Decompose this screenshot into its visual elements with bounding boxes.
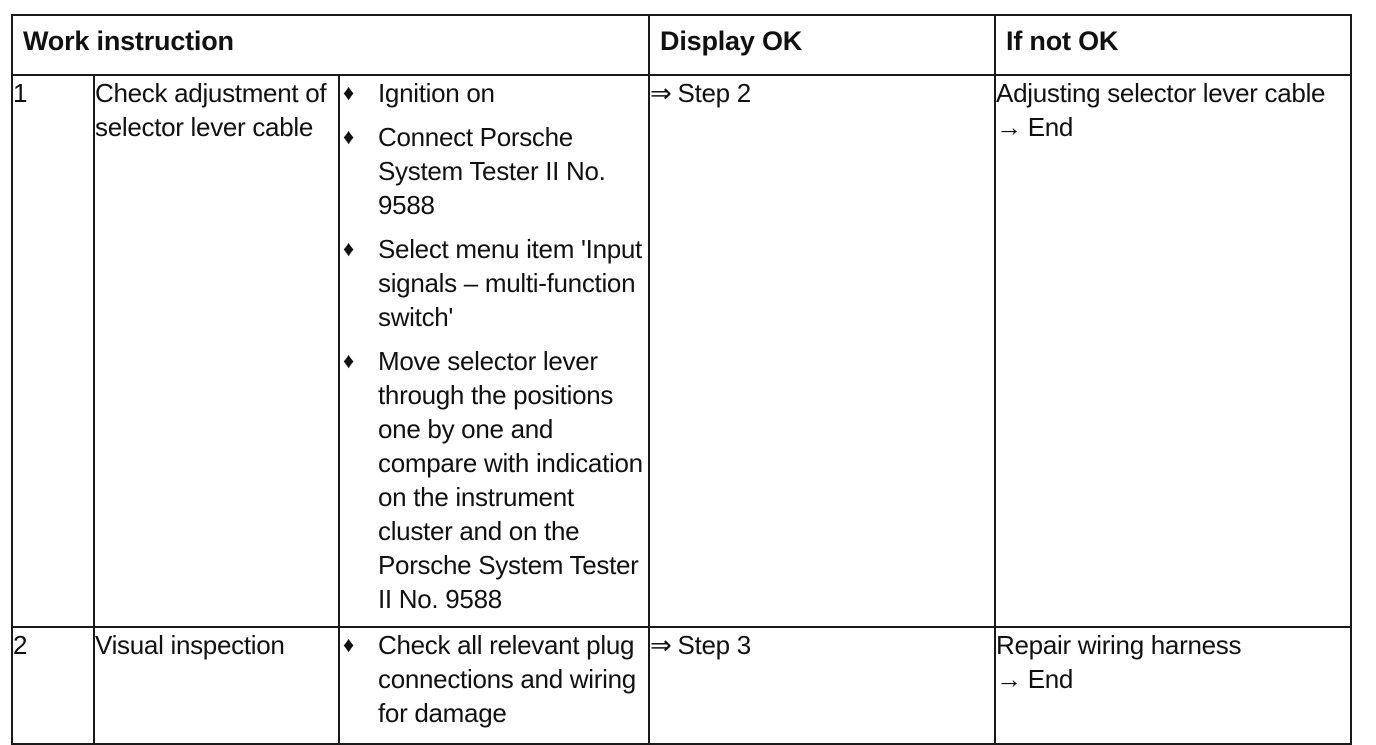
implies-arrow-icon: ⇒ <box>650 78 672 108</box>
table-row <box>12 627 1351 744</box>
implies-arrow-icon: ⇒ <box>650 630 672 660</box>
action-text: Check all relevant plug connections and wiring for damage <box>378 630 636 728</box>
step-title: Check adjustment of selector lever cable <box>94 75 339 627</box>
step-number: 2 <box>12 627 94 744</box>
display-ok-cell <box>649 75 995 627</box>
header-work-instruction: Work instruction <box>12 15 649 75</box>
display-ok-text: Step 3 <box>677 630 751 660</box>
header-if-not-ok: If not OK <box>995 15 1351 75</box>
right-arrow-icon: → <box>996 112 1022 142</box>
step-actions <box>339 627 649 744</box>
end-text: End <box>1027 112 1074 142</box>
if-not-ok-text: Repair wiring harness <box>996 630 1242 660</box>
list-item <box>340 120 648 222</box>
bullet-icon: ♦ <box>343 80 354 105</box>
action-text: Connect Porsche System Tester II No. 9588 <box>378 122 606 220</box>
list-item <box>340 344 648 616</box>
table-row <box>12 75 1351 627</box>
action-text: Select menu item 'Input signals – multi-function switch' <box>378 234 642 332</box>
display-ok-text: Step 2 <box>677 78 751 108</box>
if-not-ok-cell <box>995 75 1351 627</box>
if-not-ok-cell <box>995 627 1351 744</box>
header-display-ok: Display OK <box>649 15 995 75</box>
list-item <box>340 232 648 334</box>
list-item <box>340 628 648 730</box>
table-header-row <box>12 15 1351 75</box>
step-actions <box>339 75 649 627</box>
action-text: Move selector lever through the positions one by one and compare with indication on the instrument cluster and on the Porsche System Tester II No. 9588 <box>378 346 643 614</box>
list-item <box>340 76 648 110</box>
end-text: End <box>1027 664 1074 694</box>
if-not-ok-text: Adjusting selector lever cable <box>996 78 1326 108</box>
action-text: Ignition on <box>378 78 495 108</box>
bullet-icon: ♦ <box>343 348 354 373</box>
bullet-icon: ♦ <box>343 124 354 149</box>
step-title: Visual inspection <box>94 627 339 744</box>
display-ok-cell <box>649 627 995 744</box>
step-number: 1 <box>12 75 94 627</box>
bullet-icon: ♦ <box>343 632 354 657</box>
work-instruction-table <box>11 14 1352 745</box>
bullet-icon: ♦ <box>343 236 354 261</box>
right-arrow-icon: → <box>996 664 1022 694</box>
